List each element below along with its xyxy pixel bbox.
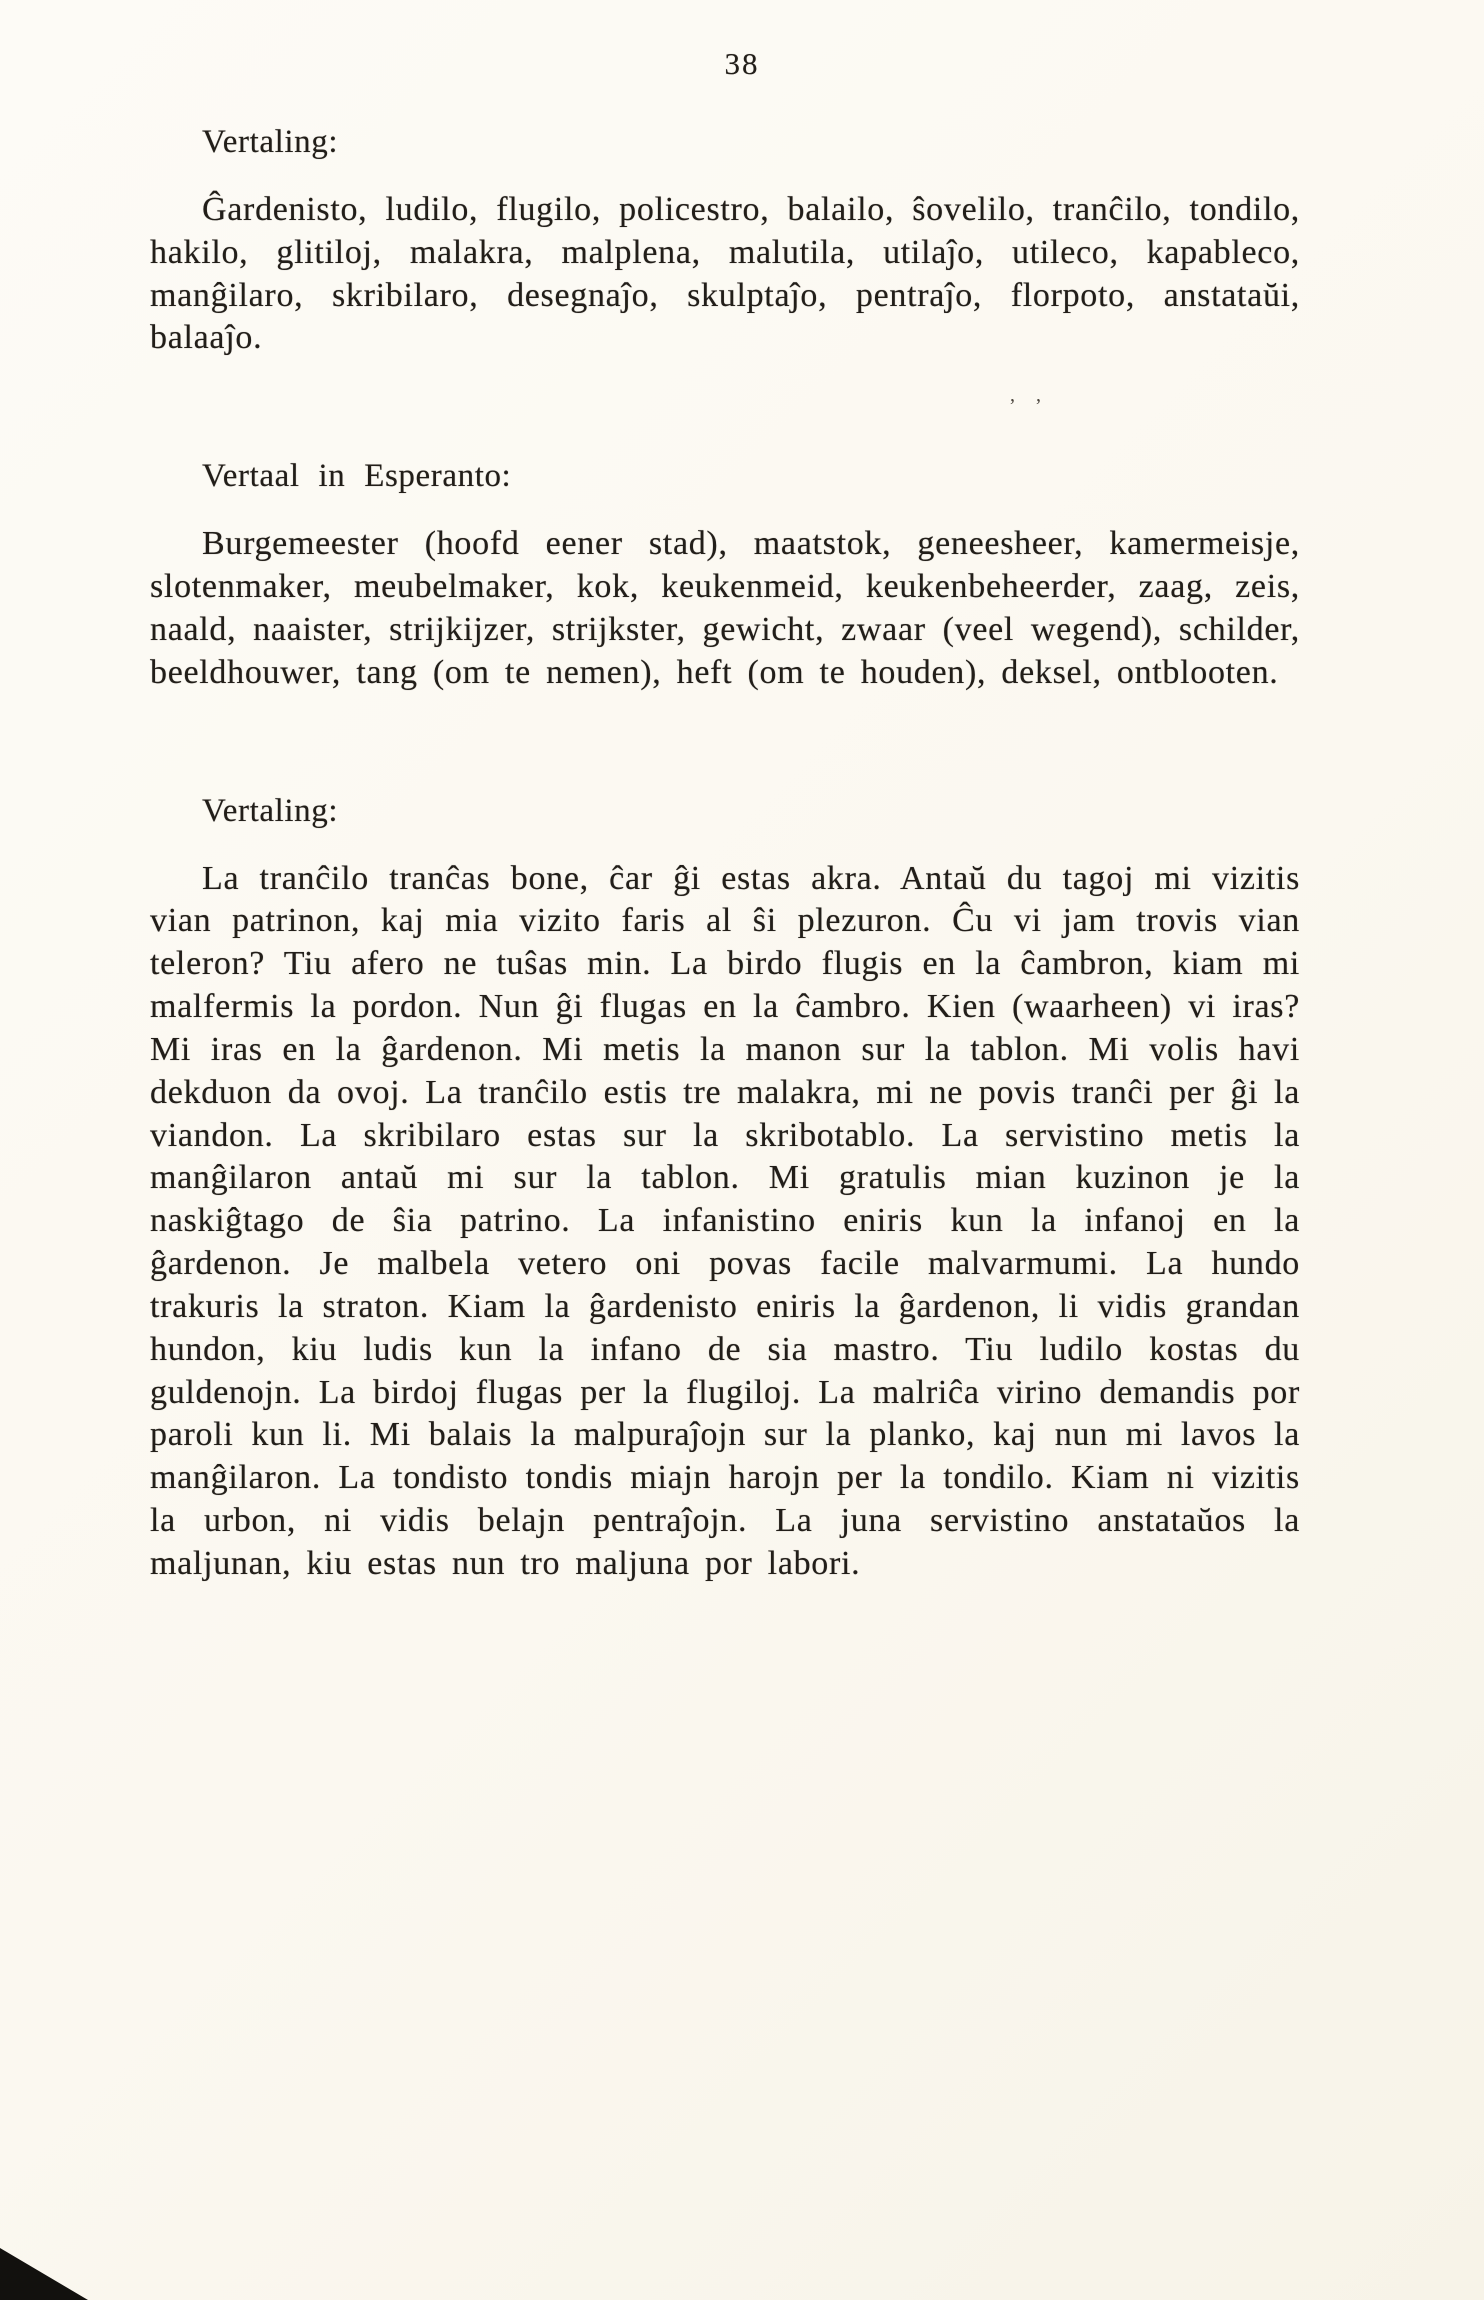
section-vertaling-1	[0, 124, 1484, 360]
page-number: 38	[724, 46, 760, 81]
section-paragraph: Burgemeester (hoofd eener stad), maatstok, geneesheer, kamermeisje, slotenmaker, meubelmaker, kok, keukenmeid, keukenbeheerder, zaag, zeis, naald, naaister, strijkijzer, strijkster, gewicht, zwaar (veel wegend), schilder, beeldhouwer, tang (om te nemen), heft (om te houden), deksel, ontblooten.	[150, 525, 1300, 691]
ink-smudge-artifact: , ,	[1010, 384, 1049, 406]
section-heading: Vertaling:	[202, 792, 339, 829]
section-vertaal-in-esperanto	[0, 458, 1484, 694]
section-heading: Vertaal in Esperanto:	[202, 458, 512, 495]
section-heading: Vertaling:	[202, 124, 339, 160]
section-vertaling-2	[0, 793, 1484, 1586]
section-paragraph: Ĝardenisto, ludilo, flugilo, policestro, balailo, ŝovelilo, tranĉilo, tondilo, hakilo, glitiloj, malakra, malplena, malutila, utilaĵo, utileco, kapableco, manĝilaro, skribilaro, desegnaĵo, skulptaĵo, pentraĵo, florpoto, anstataŭi, balaaĵo.	[150, 191, 1300, 357]
page-corner-scan-artifact	[0, 2248, 88, 2300]
section-paragraph: La tranĉilo tranĉas bone, ĉar ĝi estas akra. Antaŭ du tagoj mi vizitis vian patrinon, kaj mia vizito faris al ŝi plezuron. Ĉu vi jam trovis vian teleron? Tiu afero ne tuŝas min. La birdo flugis en la ĉambron, kiam mi malfermis la pordon. Nun ĝi flugas en la ĉambro. Kien (waarheen) vi iras? Mi iras en la ĝardenon. Mi metis la manon sur la tablon. Mi volis havi dekduon da ovoj. La tranĉilo estis tre malakra, mi ne povis tranĉi per ĝi la viandon. La skribilaro estas sur la skribotablo. La servistino metis la manĝilaron antaŭ mi sur la tablon. Mi gratulis mian kuzinon je la naskiĝtago de ŝia patrino. La infanistino eniris kun la infanoj en la ĝardenon. Je malbela vetero oni povas facile malvarmumi. La hundo trakuris la straton. Kiam la ĝardenisto eniris la ĝardenon, li vidis grandan hundon, kiu ludis kun la infano de sia mastro. Tiu ludilo kostas du guldenojn. La birdoj flugas per la flugiloj. La malriĉa virino demandis por paroli kun li. Mi balais la malpuraĵojn sur la planko, kaj nun mi lavos la manĝilaron. La tondisto tondis miajn harojn per la tondilo. Kiam ni vizitis la urbon, ni vidis belajn pentraĵojn. La juna servistino anstataŭos la maljunan, kiu estas nun tro maljuna por labori.	[150, 859, 1300, 1582]
